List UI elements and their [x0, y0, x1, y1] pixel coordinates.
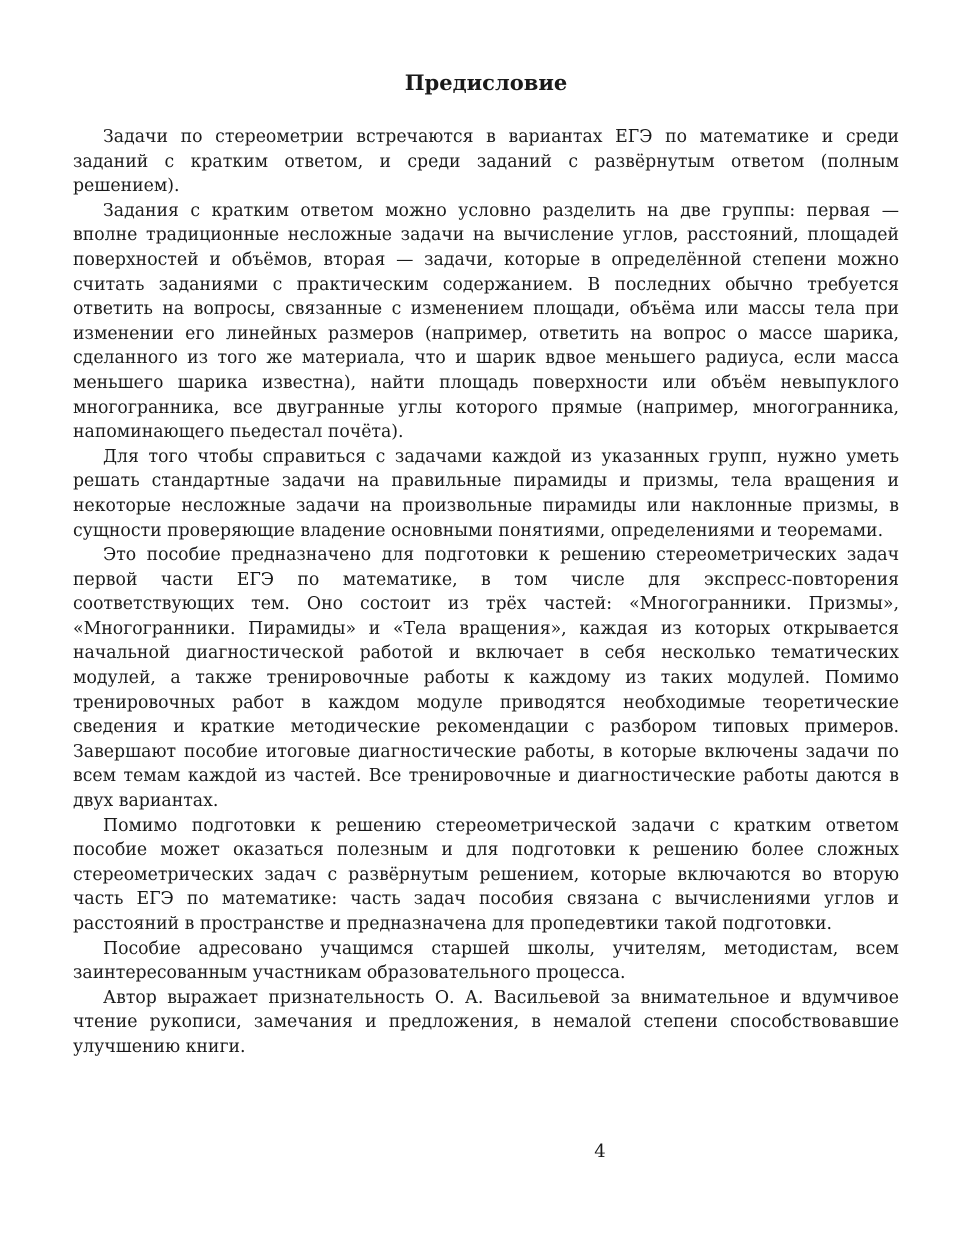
document-body	[73, 125, 899, 1060]
paragraph-5: Помимо подготовки к решению стереометрической задачи с кратким ответом пособие может оказаться полезным и для подготовки к решению более сложных стереометрических задач с развёрнутым решением, которые включаются во вторую часть ЕГЭ по математике: часть задач пособия связана с вычислениями углов и расстояний в пространстве и предназначена для пропедевтики такой подготовки.	[73, 815, 899, 934]
paragraph-7: Автор выражает признательность О. А. Васильевой за внимательное и вдумчивое чтение рукописи, замечания и предложения, в немалой степени способствовавшие улучшению книги.	[73, 987, 899, 1057]
paragraph-6: Пособие адресовано учащимся старшей школы, учителям, методистам, всем заинтересованным участникам образовательного процесса.	[73, 938, 899, 984]
paragraph-3: Для того чтобы справиться с задачами каждой из указанных групп, нужно уметь решать стандартные задачи на правильные пирамиды и призмы, тела вращения и некоторые несложные задачи на произвольные пирамиды или наклонные призмы, в сущности проверяющие владение основными понятиями, определениями и теоремами.	[73, 446, 899, 541]
page-number: 4	[594, 1141, 606, 1162]
paragraph-4: Это пособие предназначено для подготовки к решению стереометрических задач первой части ЕГЭ по математике, в том числе для экспресс-повторения соответствующих тем. Оно состоит из трёх частей: «Многогранники. Призмы», «Многогранники. Пирамиды» и «Тела вращения», каждая из которых открывается начальной диагностической работой и включает в себя несколько тематических модулей, а также тренировочные работы к каждому из таких модулей. Помимо тренировочных работ в каждом модуле приводятся необходимые теоретические сведения и краткие методические рекомендации с разбором типовых примеров. Завершают пособие итоговые диагностические работы, в которые включены задачи по всем темам каждой из частей. Все тренировочные и диагностические работы даются в двух вариантах.	[73, 545, 899, 812]
document-page	[73, 66, 899, 1060]
paragraph-1: Задачи по стереометрии встречаются в вариантах ЕГЭ по математике и среди заданий с кратким ответом, и среди заданий с развёрнутым ответом (полным решением).	[73, 127, 899, 197]
paragraph-2: Задания с кратким ответом можно условно разделить на две группы: первая — вполне традиционные несложные задачи на вычисление углов, расстояний, площадей поверхностей и объёмов, вторая — задачи, которые в определённой степени можно считать заданиями с практическим содержанием. В последних обычно требуется ответить на вопросы, связанные с изменением площади, объёма или массы тела при изменении его линейных размеров (например, ответить на вопрос о массе шарика, сделанного из того же материала, что и шарик вдвое меньшего радиуса, если масса меньшего шарика известна), найти площадь поверхности или объём невыпуклого многогранника, все двугранные углы которого прямые (например, многогранника, напоминающего пьедестал почёта).	[73, 200, 899, 443]
page-title: Предисловие	[404, 70, 568, 95]
